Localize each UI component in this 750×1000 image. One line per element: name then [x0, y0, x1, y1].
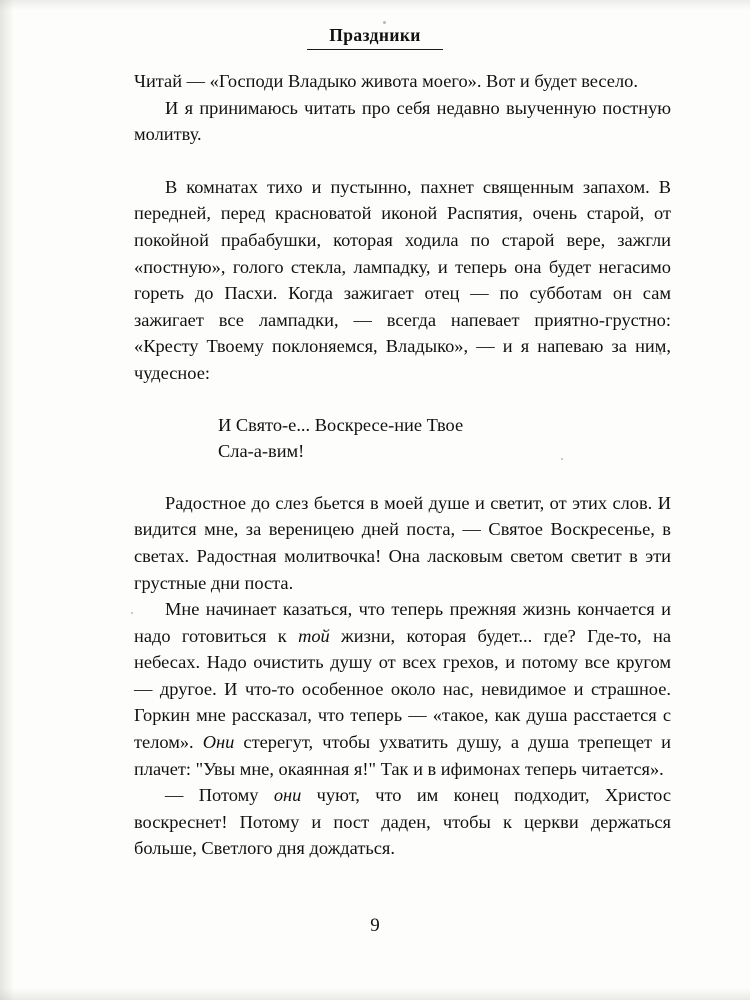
text-run: Мне начинает казаться, что теперь прежняя жизнь кончается и надо готовиться к: [134, 599, 671, 646]
page-number: 9: [370, 915, 380, 936]
paragraph: В комнатах тихо и пустынно, пахнет священным запахом. В передней, перед красноватой иконой Распятия, очень старой, от покойной прабабушки, которая ходила по старой вере, зажгли «постную», голого стекла, лампадку, и теперь она будет негасимо гореть до Пасхи. Когда зажигает отец — по субботам он сам зажигает все лампадки, — всегда напевает приятно-грустно: «Кресту Твоему поклоняемся, Владыко», — и я напеваю за ним, чудесное:: [134, 176, 671, 383]
paragraph-dialog: [134, 782, 671, 862]
text-run: чуют, что им конец подходит, Христос воскреснет! Потому и пост даден, чтобы к церкви держаться больше, Светлого дня дождаться.: [134, 785, 671, 859]
paragraph: Читай — «Господи Владыко живота моего». Вот и будет весело.: [134, 71, 638, 91]
page-edge-shading-bottom: [0, 988, 750, 1000]
verse-line: И Свято-е... Воскресе-ние Твое: [218, 414, 464, 435]
page-header: [0, 26, 750, 50]
page-edge-shading-left: [0, 0, 14, 1000]
text-run: жизни, которая будет... где? Где-то, на небесах. Надо очистить душу от всех грехов, и потому все кругом — другое. И что-то особенное около нас, невидимое и страшное. Горкин мне рассказал, что теперь — «такое, как душа расстается с телом».: [134, 625, 671, 753]
header-divider: [307, 49, 443, 50]
running-head-group: [307, 26, 443, 50]
emphasis-text: они: [273, 785, 302, 806]
emphasis-text: той: [298, 625, 330, 646]
page-body: [134, 68, 671, 862]
text-run: стерегут, чтобы ухватить душу, а душа трепещет и плачет: "Увы мне, окаянная я!" Так и в ифимонах теперь читается».: [134, 732, 671, 779]
verse-line: Сла-а-вим!: [218, 441, 305, 462]
paragraph-mixed: [134, 596, 671, 782]
emphasis-text: Они: [202, 732, 235, 753]
page-edge-shading-top: [0, 0, 750, 10]
verse-block: [134, 412, 671, 465]
paper-speck: [131, 612, 133, 614]
text-run: — Потому: [165, 785, 274, 806]
paragraph: И я принимаюсь читать про себя недавно выученную постную молитву.: [134, 97, 671, 145]
paragraph: Радостное до слез бьется в моей душе и светит, от этих слов. И видится мне, за вереницею дней поста, — Святое Воскресенье, в светах. Радостная молитвочка! Она ласковым светом светит в эти грустные дни поста.: [134, 492, 671, 593]
paper-speck: [383, 21, 386, 24]
running-head: Праздники: [329, 25, 421, 45]
